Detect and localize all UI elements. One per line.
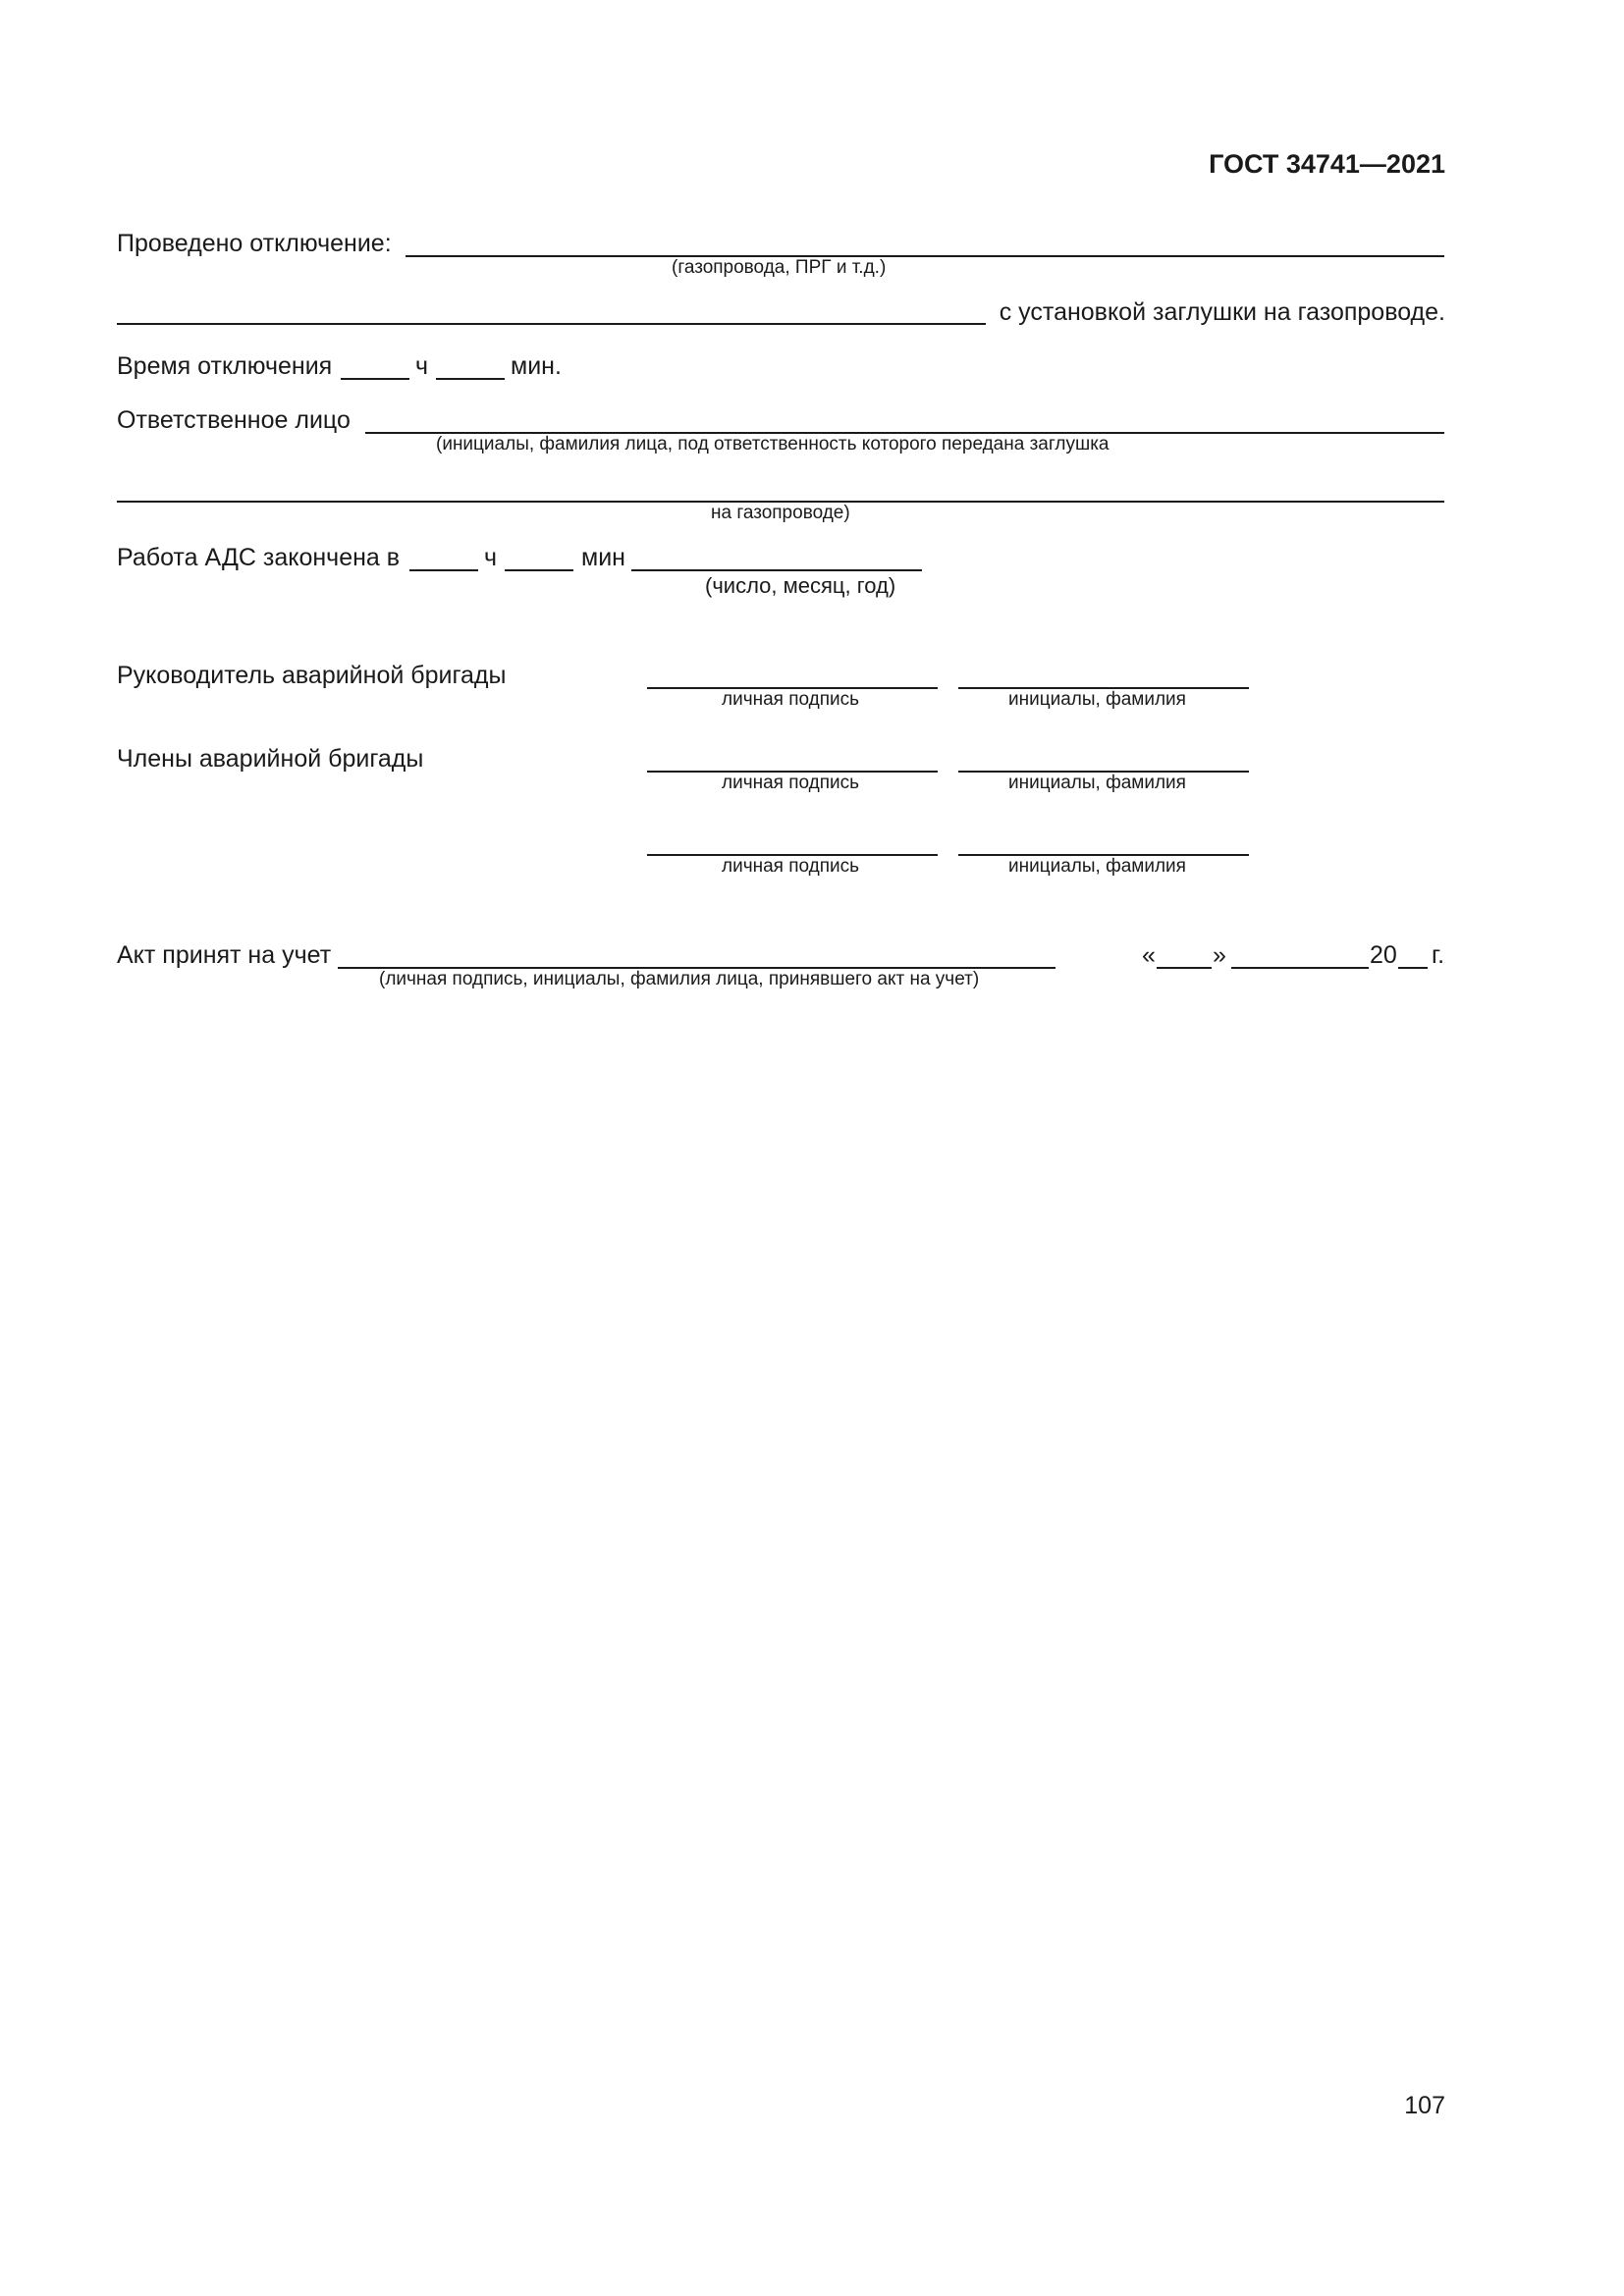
act-accepted-caption: (личная подпись, инициалы, фамилия лица, принявшего акт на учет) bbox=[379, 969, 980, 989]
act-accepted-label: Акт принят на учет bbox=[117, 941, 332, 969]
date-day-field[interactable] bbox=[1157, 967, 1212, 969]
brigade-members-label: Члены аварийной бригады bbox=[117, 745, 424, 773]
work-finished-minutes-unit: мин bbox=[581, 544, 625, 571]
disconnect-object-field-2[interactable] bbox=[117, 323, 986, 325]
date-year-suffix: г. bbox=[1432, 941, 1445, 969]
disconnect-object-field[interactable] bbox=[406, 255, 1444, 257]
leader-name-caption: инициалы, фамилия bbox=[1008, 689, 1186, 710]
work-finished-hours-field[interactable] bbox=[409, 569, 478, 571]
date-quote-close: » bbox=[1213, 941, 1226, 969]
member2-name-caption: инициалы, фамилия bbox=[1008, 856, 1186, 877]
leader-signature-caption: личная подпись bbox=[722, 689, 860, 710]
document-code: ГОСТ 34741—2021 bbox=[1209, 149, 1445, 179]
date-year-field[interactable] bbox=[1398, 967, 1428, 969]
disconnect-hours-unit: ч bbox=[415, 352, 429, 380]
work-finished-hours-unit: ч bbox=[484, 544, 498, 571]
member1-signature-caption: личная подпись bbox=[722, 773, 860, 793]
date-quote-open: « bbox=[1142, 941, 1156, 969]
disconnect-time-label: Время отключения bbox=[117, 352, 333, 380]
disconnect-minutes-field[interactable] bbox=[436, 378, 505, 380]
plug-text: с установкой заглушки на газопроводе. bbox=[999, 298, 1445, 326]
brigade-leader-label: Руководитель аварийной бригады bbox=[117, 662, 507, 689]
member2-signature-caption: личная подпись bbox=[722, 856, 860, 877]
work-finished-date-caption: (число, месяц, год) bbox=[705, 573, 896, 598]
date-year-prefix: 20 bbox=[1370, 941, 1397, 969]
page-number: 107 bbox=[1404, 2092, 1445, 2119]
responsible-caption-2: на газопроводе) bbox=[711, 503, 850, 523]
date-month-field[interactable] bbox=[1231, 967, 1369, 969]
disconnect-label: Проведено отключение: bbox=[117, 230, 392, 257]
responsible-caption: (инициалы, фамилия лица, под ответственность которого передана заглушка bbox=[436, 434, 1110, 454]
responsible-label: Ответственное лицо bbox=[117, 406, 351, 434]
work-finished-minutes-field[interactable] bbox=[505, 569, 573, 571]
disconnect-minutes-unit: мин. bbox=[511, 352, 562, 380]
work-finished-label: Работа АДС закончена в bbox=[117, 544, 401, 571]
member1-name-caption: инициалы, фамилия bbox=[1008, 773, 1186, 793]
disconnect-caption: (газопровода, ПРГ и т.д.) bbox=[672, 257, 887, 278]
disconnect-hours-field[interactable] bbox=[341, 378, 409, 380]
